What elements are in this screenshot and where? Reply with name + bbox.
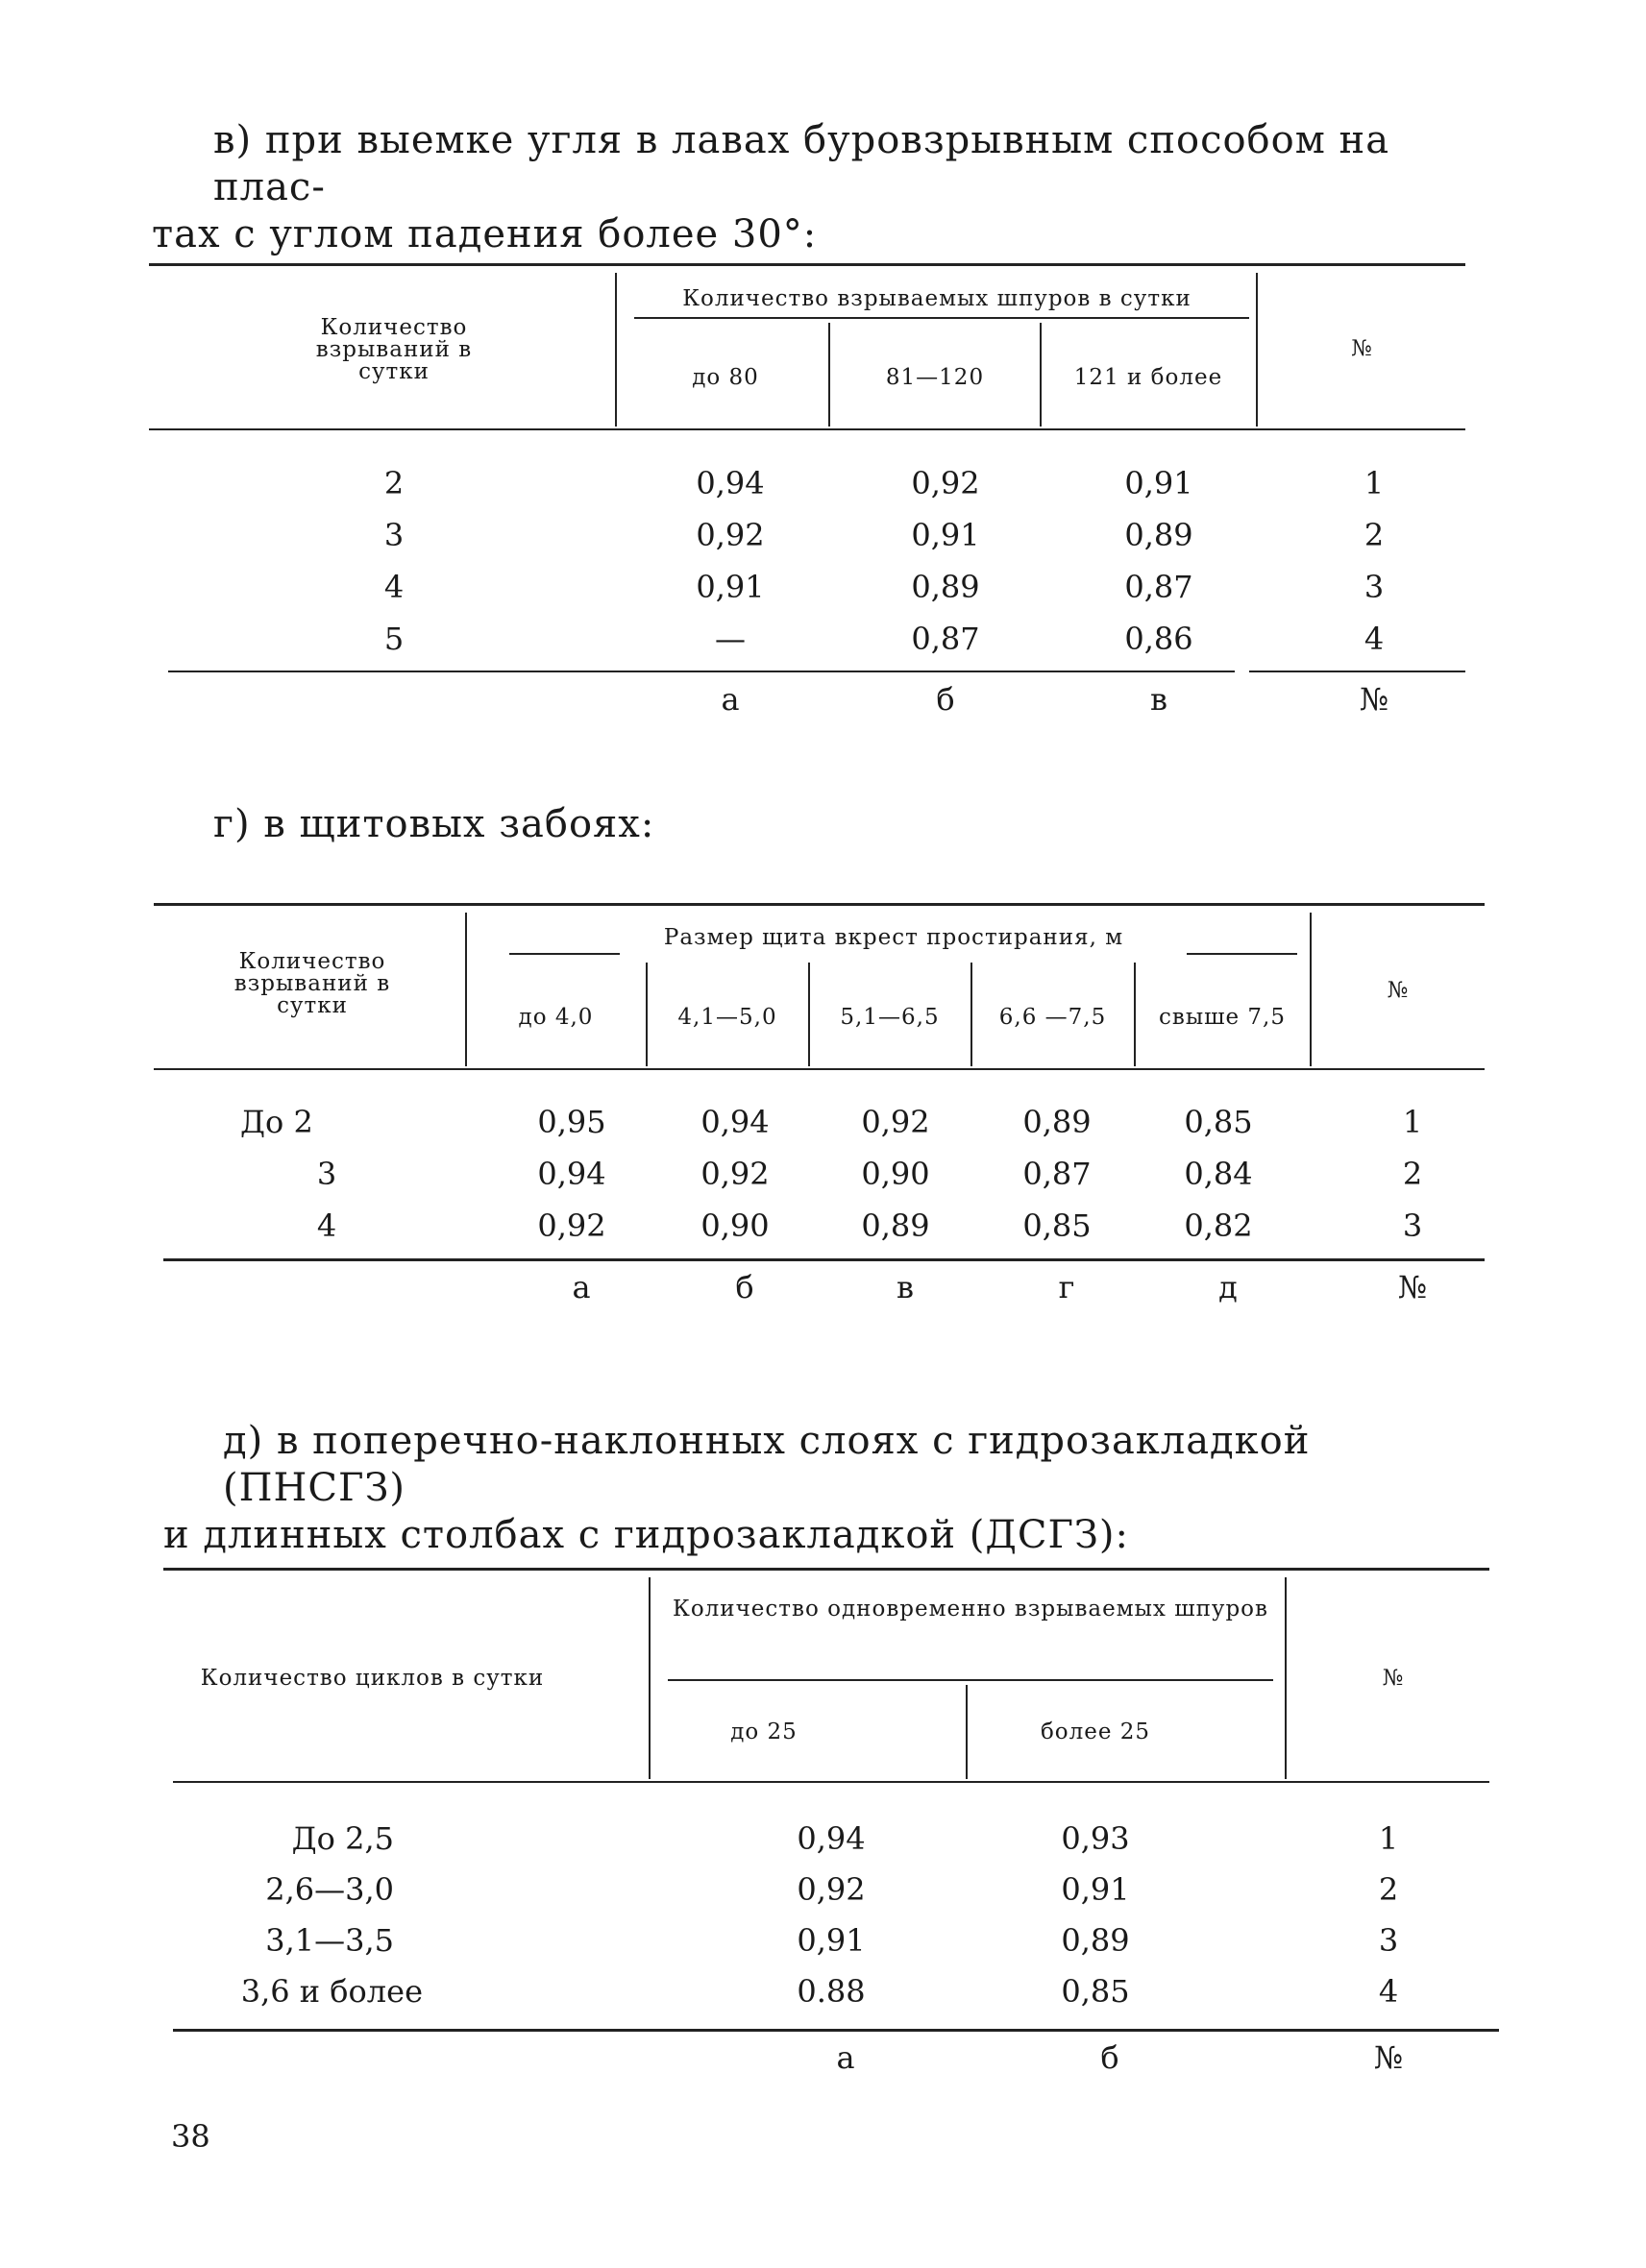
cell-value: 0,85: [1022, 1207, 1092, 1244]
cell-value: 0,89: [1124, 517, 1193, 553]
row-label: 2: [383, 465, 405, 501]
row-label: 4: [383, 569, 405, 605]
table-v-footer-num: №: [1359, 681, 1389, 718]
row-number: 2: [1378, 1871, 1399, 1908]
row-label: 3: [316, 1156, 337, 1192]
cell-value: 0,92: [911, 465, 980, 501]
row-number: 1: [1402, 1104, 1423, 1140]
table-d-footer-b: б: [1100, 2039, 1119, 2076]
cell-value: 0,90: [700, 1207, 770, 1244]
table-d-row-label-header: Количество циклов в сутки: [200, 1666, 545, 1691]
table-g-footer-d: г: [1058, 1269, 1075, 1305]
row-number: 4: [1378, 1973, 1399, 2010]
table-d-footer-a: а: [836, 2039, 855, 2076]
table-v-group-header: Количество взрываемых шпуров в сутки: [682, 286, 1192, 311]
cell-value: 0.88: [797, 1973, 866, 2010]
table-g-col-c-header: 5,1—6,5: [840, 1005, 940, 1030]
cell-value: 0,92: [700, 1156, 770, 1192]
section-d-intro-line2: и длинных столбах с гидрозакладкой (ДСГЗ):: [163, 1513, 1130, 1557]
cell-value: 0,91: [1061, 1871, 1130, 1908]
row-number: 3: [1402, 1207, 1423, 1244]
row-label: 4: [316, 1207, 337, 1244]
cell-value: 0,87: [1022, 1156, 1092, 1192]
cell-value: 0,89: [911, 569, 980, 605]
cell-value: 0,89: [861, 1207, 930, 1244]
table-g-footer-a: а: [572, 1269, 591, 1305]
row-label: До 2,5: [291, 1820, 394, 1857]
table-v-col-b-header: 81—120: [885, 365, 985, 390]
row-label: 3: [383, 517, 405, 553]
table-d-col-a-header: до 25: [730, 1719, 798, 1744]
table-d-num-header: №: [1382, 1666, 1405, 1691]
table-d-group-header: Количество одновременно взрываемых шпуров: [673, 1597, 1268, 1622]
cell-value: 0,92: [861, 1104, 930, 1140]
section-g-intro: [213, 801, 1078, 848]
row-label: 3,6 и более: [240, 1973, 423, 2010]
cell-value: 0,92: [696, 517, 765, 553]
cell-value: 0,94: [696, 465, 765, 501]
row-number: 3: [1378, 1922, 1399, 1959]
row-number: 3: [1363, 569, 1385, 605]
page-number: 38: [171, 2118, 210, 2155]
table-g-footer-b: б: [735, 1269, 754, 1305]
section-v-intro-line2: тах с углом падения более 30°:: [152, 212, 818, 256]
table-g-col-b-header: 4,1—5,0: [677, 1005, 777, 1030]
row-number: 1: [1378, 1820, 1399, 1857]
table-v-num-header: №: [1351, 336, 1373, 361]
table-g-footer-num: №: [1397, 1269, 1428, 1305]
cell-value: 0,87: [1124, 569, 1193, 605]
cell-value: 0,92: [537, 1207, 606, 1244]
cell-value: 0,94: [537, 1156, 606, 1192]
table-d-footer-num: №: [1373, 2039, 1404, 2076]
row-number: 2: [1402, 1156, 1423, 1192]
table-g-footer-e: д: [1218, 1269, 1238, 1305]
cell-value: 0,91: [696, 569, 765, 605]
row-number: 2: [1363, 517, 1385, 553]
cell-value: 0,91: [797, 1922, 866, 1959]
table-v-col-a-header: до 80: [692, 365, 759, 390]
table-v-footer-a: а: [721, 681, 740, 718]
table-g-col-e-header: свыше 7,5: [1158, 1005, 1287, 1030]
table-g-group-header: Размер щита вкрест простирания, м: [663, 925, 1124, 950]
row-label: 2,6—3,0: [265, 1871, 394, 1908]
cell-value: 0,87: [911, 621, 980, 657]
cell-value: 0,90: [861, 1156, 930, 1192]
table-g-col-a-header: до 4,0: [518, 1005, 594, 1030]
cell-value: 0,94: [797, 1820, 866, 1857]
table-g-footer-c: в: [896, 1269, 914, 1305]
table-g-num-header: №: [1387, 978, 1410, 1003]
section-v-intro-line1: в) при выемке угля в лавах буровзрывным способом на плас-: [213, 118, 1390, 209]
table-v-footer-b: б: [936, 681, 955, 718]
row-label: 3,1—3,5: [265, 1922, 394, 1959]
section-g-intro-line: г) в щитовых забоях:: [213, 802, 655, 846]
cell-value: 0,82: [1184, 1207, 1253, 1244]
cell-value: 0,93: [1061, 1820, 1130, 1857]
row-number: 1: [1363, 465, 1385, 501]
table-d-col-b-header: более 25: [1040, 1719, 1151, 1744]
cell-value: 0,94: [700, 1104, 770, 1140]
row-number: 4: [1363, 621, 1385, 657]
table-g-col-d-header: 6,6 —7,5: [998, 1005, 1107, 1030]
table-g-row-label-header: Количество взрываний в сутки: [233, 949, 391, 1018]
cell-value: 0,85: [1061, 1973, 1130, 2010]
cell-value: 0,91: [911, 517, 980, 553]
cell-value: 0,91: [1124, 465, 1193, 501]
cell-value: 0,85: [1184, 1104, 1253, 1140]
row-label: До 2: [240, 1104, 313, 1140]
cell-value: 0,84: [1184, 1156, 1253, 1192]
section-d-intro-line1: д) в поперечно-наклонных слоях с гидрозакладкой (ПНСГЗ): [223, 1419, 1311, 1510]
cell-value: —: [715, 621, 746, 657]
cell-value: 0,95: [537, 1104, 606, 1140]
section-d-intro: [163, 1418, 1501, 1559]
table-v-row-label-header: Количество взрываний в сутки: [315, 315, 473, 384]
row-label: 5: [383, 621, 405, 657]
cell-value: 0,86: [1124, 621, 1193, 657]
cell-value: 0,89: [1022, 1104, 1092, 1140]
table-v-col-c-header: 121 и более: [1073, 365, 1223, 390]
cell-value: 0,92: [797, 1871, 866, 1908]
section-v-intro: [152, 117, 1491, 258]
cell-value: 0,89: [1061, 1922, 1130, 1959]
table-v-footer-c: в: [1149, 681, 1167, 718]
